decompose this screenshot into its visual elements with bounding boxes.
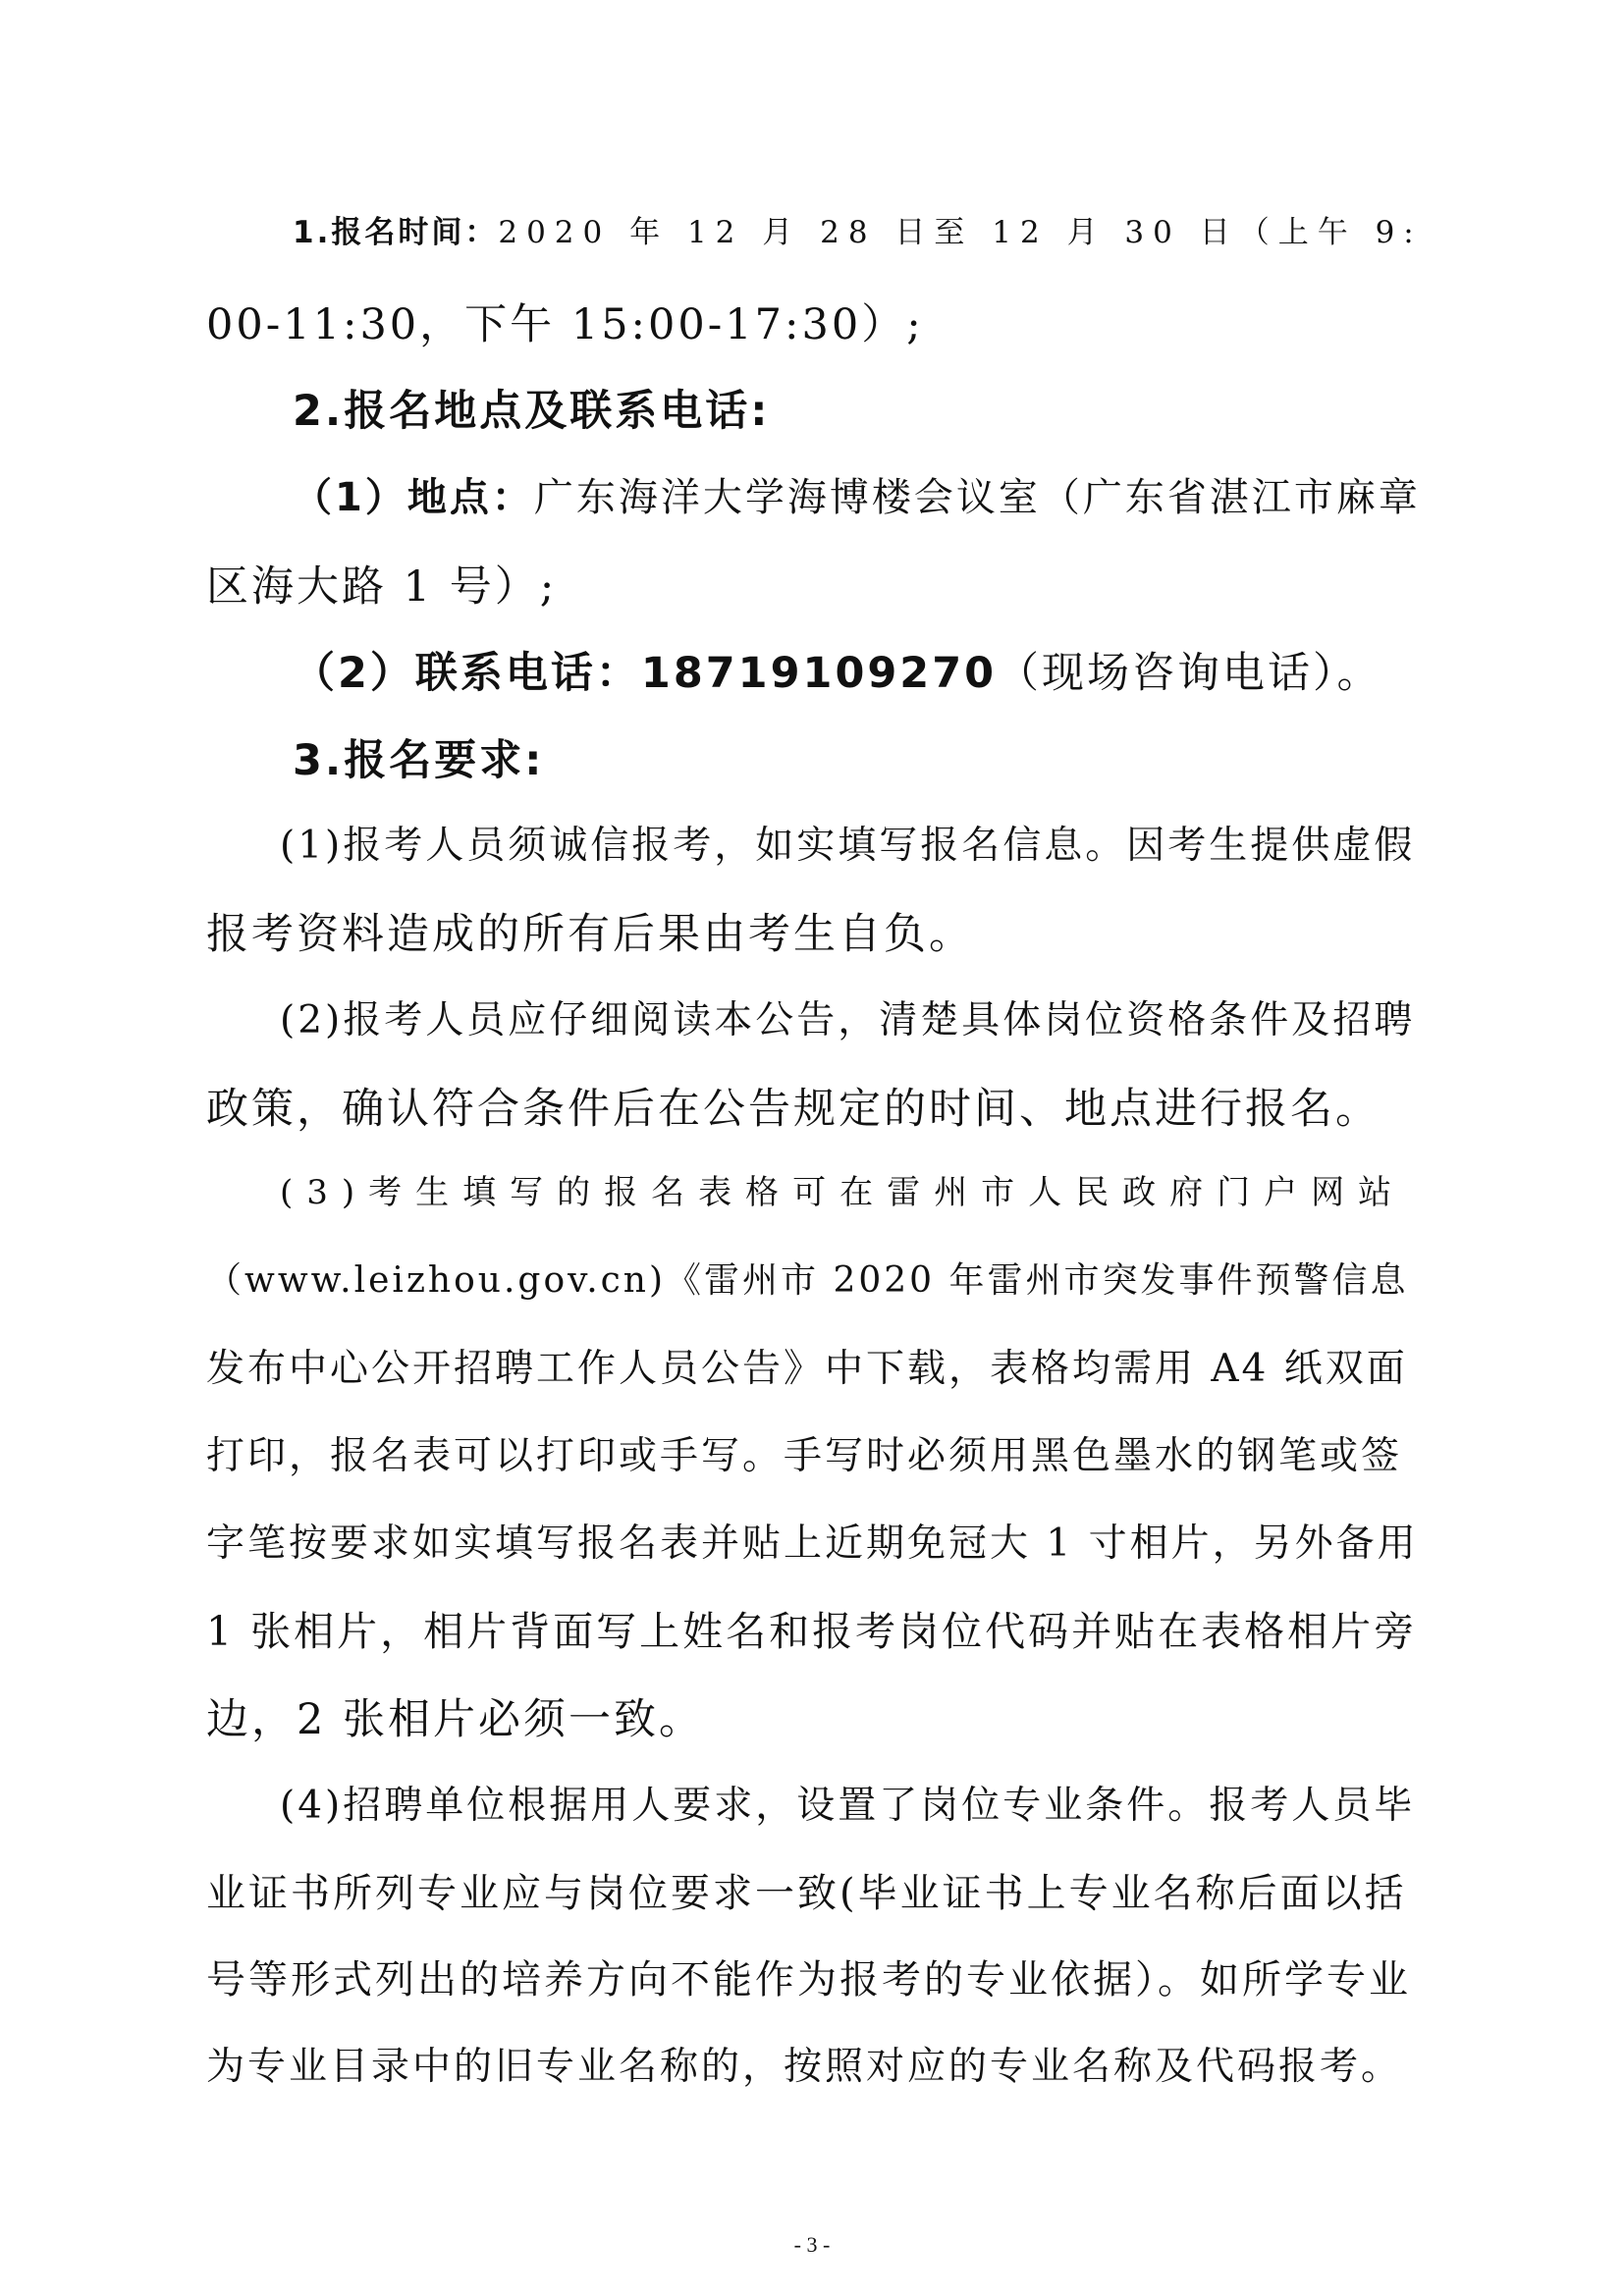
contact-phone-note: （现场咨询电话）。	[997, 649, 1382, 698]
location-line-2: 区海大路 1 号）;	[206, 562, 558, 612]
location-label: （1）地点：	[293, 475, 534, 520]
requirement-3-line-1: (3)考生填写的报名表格可在雷州市人民政府门户网站	[280, 1173, 1406, 1212]
page-number: - 3 -	[793, 2232, 831, 2257]
requirement-3-line-6: 1 张相片，相片背面写上姓名和报考岗位代码并贴在表格相片旁	[206, 1608, 1418, 1655]
registration-time-label: 1.报名时间：	[293, 215, 499, 250]
requirement-1-line-2: 报考资料造成的所有后果由考生自负。	[206, 910, 974, 959]
requirement-3-line-5: 字笔按要求如实填写报名表并贴上近期免冠大 1 寸相片，另外备用	[206, 1522, 1419, 1566]
requirement-2-line-2: 政策，确认符合条件后在公告规定的时间、地点进行报名。	[206, 1085, 1380, 1134]
requirement-3-line-7: 边，2 张相片必须一致。	[206, 1695, 705, 1744]
contact-phone-label: （2）联系电话：	[293, 649, 641, 698]
registration-time-line-1	[293, 215, 1423, 250]
requirement-3-line-2: （www.leizhou.gov.cn)《雷州市 2020 年雷州市突发事件预警信息	[206, 1260, 1409, 1301]
registration-requirements-heading: 3.报名要求:	[293, 736, 545, 785]
requirement-3-line-3: 发布中心公开招聘工作人员公告》中下载，表格均需用 A4 纸双面	[206, 1347, 1408, 1391]
requirement-4-line-2: 业证书所列专业应与岗位要求一致(毕业证书上专业名称后面以括	[206, 1871, 1407, 1916]
registration-location-heading: 2.报名地点及联系电话:	[293, 387, 771, 436]
requirement-2-line-1: (2)报考人员应仔细阅读本公告，清楚具体岗位资格条件及招聘	[280, 998, 1416, 1042]
requirement-4-line-1: (4)招聘单位根据用人要求，设置了岗位专业条件。报考人员毕	[280, 1784, 1416, 1828]
location-text: 广东海洋大学海博楼会议室（广东省湛江市麻章	[533, 475, 1421, 520]
requirement-3-line-4: 打印，报名表可以打印或手写。手写时必须用黑色墨水的钢笔或签	[206, 1434, 1403, 1478]
requirement-4-line-4: 为专业目录中的旧专业名称的，按照对应的专业名称及代码报考。	[206, 2045, 1403, 2089]
registration-time-line-2: 00-11:30，下午 15:00-17:30）;	[206, 300, 924, 349]
requirement-4-line-3: 号等形式列出的培养方向不能作为报考的专业依据）。如所学专业	[206, 1957, 1411, 2002]
registration-time-text: 2020 年 12 月 28 日至 12 月 30 日（上午 9:	[498, 215, 1423, 250]
requirement-1-line-1: (1)报考人员须诚信报考，如实填写报名信息。因考生提供虚假	[280, 824, 1416, 868]
location-line-1	[293, 475, 1421, 520]
contact-phone-number: 18719109270	[640, 649, 998, 698]
contact-phone-line	[293, 649, 1382, 698]
